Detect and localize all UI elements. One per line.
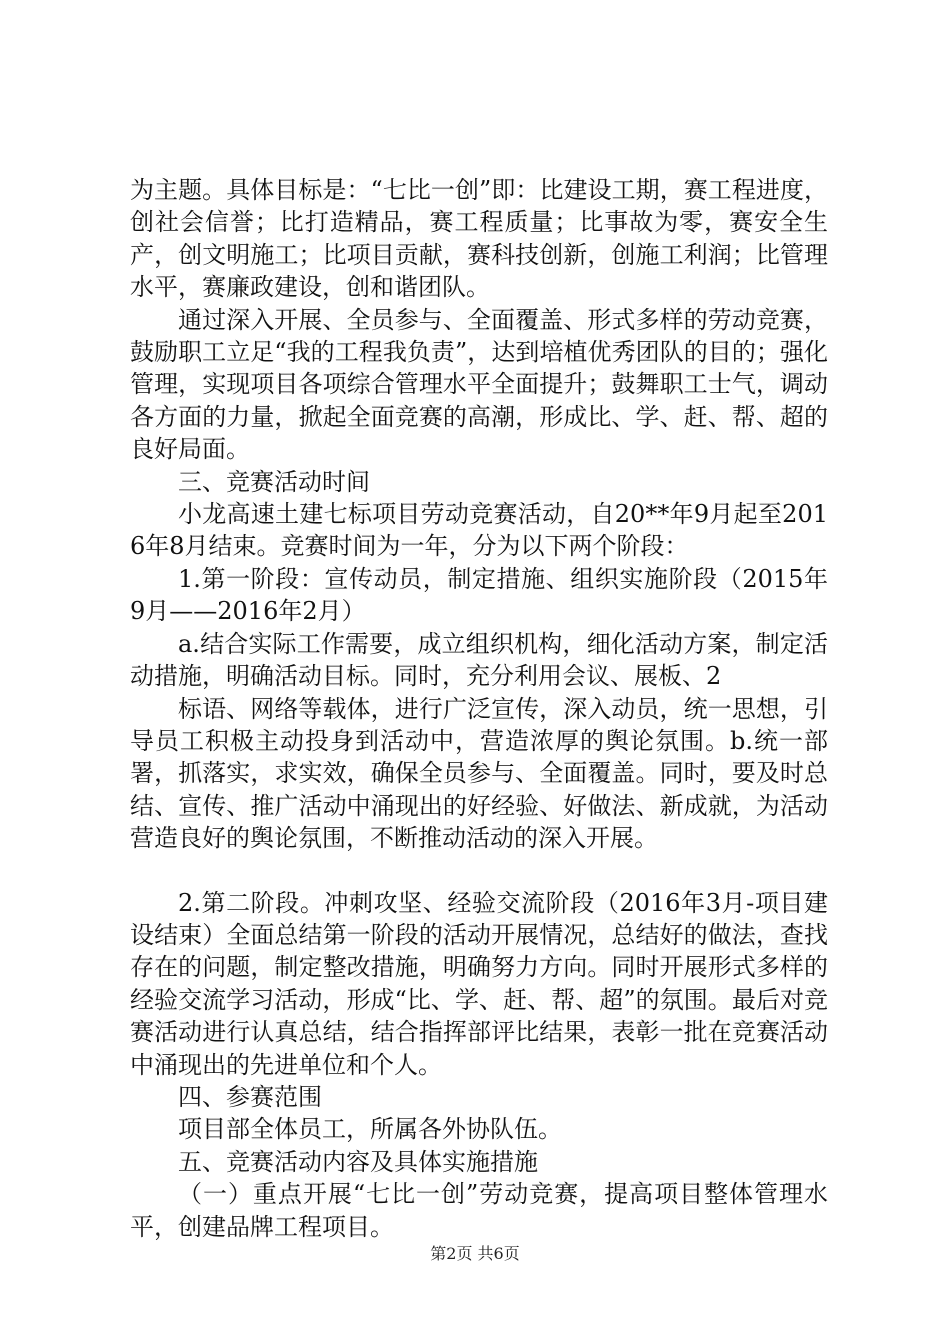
paragraph: a.结合实际工作需要，成立组织机构，细化活动方案，制定活动措施，明确活动目标。同时，充分利用会议、展板、2 — [130, 629, 828, 691]
paragraph: 标语、网络等载体，进行广泛宣传，深入动员，统一思想，引导员工积极主动投身到活动中，营造浓厚的舆论氛围。b.统一部署，抓落实，求实效，确保全员参与、全面覆盖。同时，要及时总结、宣传、推广活动中涌现出的好经验、好做法、新成就，为活动营造良好的舆论氛围，不断推动活动的深入开展。 — [130, 694, 828, 853]
paragraph-spacer — [130, 855, 828, 887]
section-heading: 五、竞赛活动内容及具体实施措施 — [178, 1147, 538, 1176]
paragraph: 1.第一阶段：宣传动员，制定措施、组织实施阶段（2015年9月——2016年2月） — [130, 564, 828, 626]
page-number-footer: 第2页 共6页 — [430, 1244, 520, 1263]
paragraph: 2.第二阶段。冲刺攻坚、经验交流阶段（2016年3月-项目建设结束）全面总结第一阶段的活动开展情况，总结好的做法，查找存在的问题，制定整改措施，明确努力方向。同时开展形式多样的经验交流学习活动，形成“比、学、赶、帮、超”的氛围。最后对竞赛活动进行认真总结，结合指挥部评比结果，表彰一批在竞赛活动中涌现出的先进单位和个人。 — [130, 888, 828, 1079]
paragraph: （一）重点开展“七比一创”劳动竞赛，提高项目整体管理水平，创建品牌工程项目。 — [130, 1180, 828, 1241]
paragraph: 小龙高速土建七标项目劳动竞赛活动，自20**年9月起至2016年8月结束。竞赛时间为一年，分为以下两个阶段： — [130, 500, 828, 561]
section-heading: 三、竞赛活动时间 — [178, 467, 370, 496]
section-heading: 四、参赛范围 — [178, 1082, 322, 1111]
paragraph: 通过深入开展、全员参与、全面覆盖、形式多样的劳动竞赛，鼓励职工立足“我的工程我负责”，达到培植优秀团队的目的；强化管理，实现项目各项综合管理水平全面提升；鼓舞职工士气，调动各方面的力量，掀起全面竞赛的高潮，形成比、学、赶、帮、超的良好局面。 — [130, 305, 828, 464]
paragraph: 项目部全体员工，所属各外协队伍。 — [178, 1115, 562, 1144]
document-body — [130, 174, 828, 1243]
paragraph: 为主题。具体目标是：“七比一创”即：比建设工期，赛工程进度，创社会信誉；比打造精品，赛工程质量；比事故为零，赛安全生产，创文明施工；比项目贡献，赛科技创新，创施工利润；比管理水平，赛廉政建设，创和谐团队。 — [130, 176, 828, 302]
